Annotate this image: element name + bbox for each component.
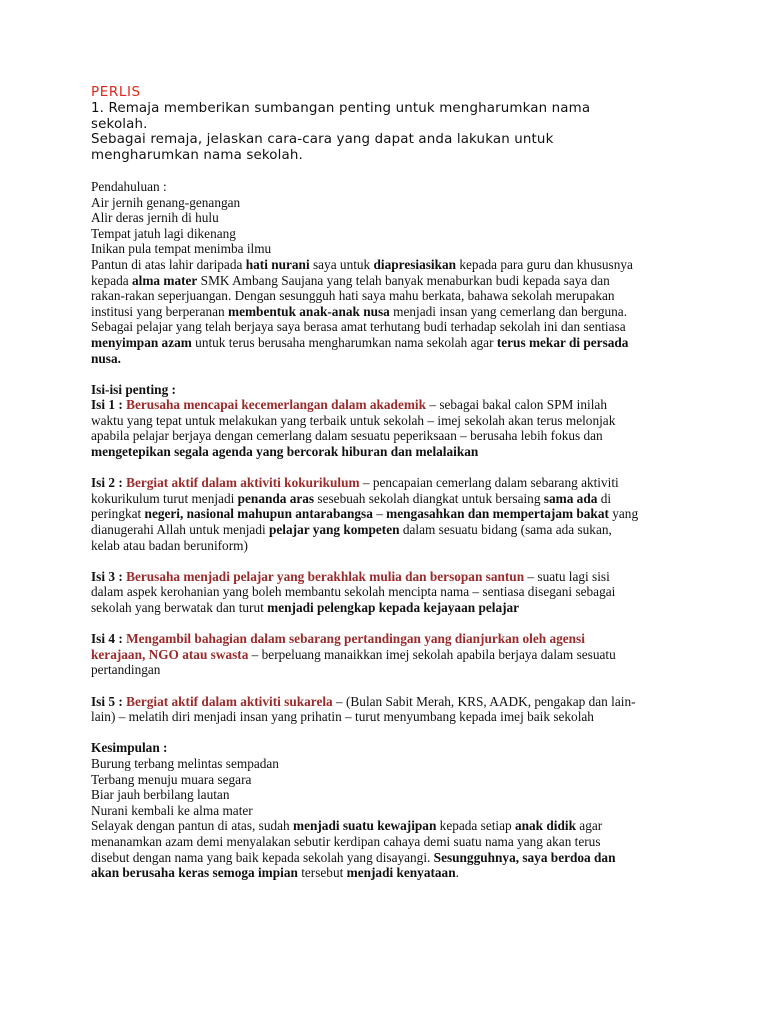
essay-question [91, 101, 691, 163]
point-title: Bergiat aktif dalam aktiviti kokurikulum [126, 475, 360, 491]
point-label: Isi 1 : [91, 397, 127, 413]
isi-2-paragraph: Isi 2 : Bergiat aktif dalam aktiviti kokurikulum – pencapaian cemerlang dalam sebarang aktiviti kokurikulum turut menjadi penanda aras sesebuah sekolah diangkat untuk bersaing sama ada di peringkat negeri, nasional mahupun antarabangsa – mengasahkan dan mempertajam bakat yang dianugerahi Allah untuk menjadi pelajar yang kompeten dalam sesuatu bidang (sama ada sukan, kelab atau badan beruniform) [91, 475, 639, 553]
pantun-line: Inikan pula tempat menimba ilmu [91, 241, 272, 257]
point-label: Isi 4 : [91, 631, 127, 647]
question-line: Sebagai remaja, jelaskan cara-cara yang dapat anda lakukan untuk [91, 132, 554, 148]
pantun-line: Tempat jatuh lagi dikenang [91, 225, 236, 241]
conclusion-paragraph-line: Selayak dengan pantun di atas, sudah menjadi suatu kewajipan kepada setiap anak didik agar [91, 818, 603, 834]
pantun-line: Biar jauh berbilang lautan [91, 787, 230, 803]
point-label: Isi 3 : [91, 568, 127, 584]
section-heading: Isi-isi penting : [91, 381, 176, 397]
conclusion-paragraph-line: disebut dengan nama yang baik kepada sekolah yang disayangi. Sesungguhnya, saya berdoa dan [91, 849, 616, 865]
pantun-line: Nurani kembali ke alma mater [91, 802, 253, 818]
point-title: Bergiat aktif dalam aktiviti sukarela [126, 693, 333, 709]
question-line: mengharumkan nama sekolah. [91, 147, 303, 163]
point-title: Mengambil bahagian dalam sebarang pertandingan yang dianjurkan oleh agensi [126, 631, 585, 647]
section-heading: Pendahuluan : [91, 178, 167, 194]
pantun-line: Terbang menuju muara segara [91, 771, 252, 787]
state-label: PERLIS [91, 84, 141, 100]
intro-paragraph-line: Sebagai pelajar yang telah berjaya saya berasa amat terhutang budi terhadap sekolah ini dan sentiasa [91, 319, 626, 335]
question-line: 1. Remaja memberikan sumbangan penting untuk mengharumkan nama [91, 101, 591, 116]
conclusion-section [91, 740, 691, 880]
conclusion-paragraph-line: akan berusaha keras semoga impian tersebut menjadi kenyataan. [91, 865, 459, 881]
intro-paragraph-line: kepada alma mater SMK Ambang Saujana yang telah banyak menaburkan budi kepada saya dan [91, 272, 610, 288]
pantun-line: Burung terbang melintas sempadan [91, 755, 279, 771]
introduction-section [91, 179, 691, 366]
section-heading: Kesimpulan : [91, 740, 168, 756]
point-title: Berusaha menjadi pelajar yang berakhlak mulia dan bersopan santun [126, 568, 525, 584]
question-line: sekolah. [91, 116, 148, 132]
point-label: Isi 5 : [91, 693, 127, 709]
intro-paragraph-line: Pantun di atas lahir daripada hati nurani saya untuk diapresiasikan kepada para guru dan khususnya [91, 256, 633, 272]
intro-paragraph-line: nusa. [91, 350, 121, 366]
intro-paragraph-line: rakan-rakan seperjuangan. Dengan sesungguh hati saya mahu berkata, bahawa sekolah merupakan [91, 288, 615, 304]
pantun-line: Alir deras jernih di hulu [91, 210, 219, 226]
pantun-line: Air jernih genang-genangan [91, 194, 241, 210]
intro-paragraph-line: menyimpan azam untuk terus berusaha mengharumkan nama sekolah agar terus mekar di persada [91, 334, 629, 350]
isi-3-paragraph: Isi 3 : Berusaha menjadi pelajar yang berakhlak mulia dan bersopan santun – suatu lagi sisi dalam aspek kerohanian yang boleh membantu sekolah mencipta nama – sentiasa disegani sebagai sekolah yang berwatak dan turut menjadi pelengkap kepada kejayaan pelajar [91, 568, 616, 615]
point-title: Berusaha mencapai kecemerlangan dalam akademik [126, 397, 427, 413]
isi-4-paragraph: Isi 4 : Mengambil bahagian dalam sebarang pertandingan yang dianjurkan oleh agensi kerajaan, NGO atau swasta – berpeluang manaikkan imej sekolah apabila berjaya dalam sesuatu pertandingan [91, 631, 616, 678]
isi-1-paragraph: Isi 1 : Berusaha mencapai kecemerlangan dalam akademik – sebagai bakal calon SPM inilah waktu yang tepat untuk melakukan yang terbaik untuk sekolah – imej sekolah akan terus melonjak apabila pelajar berjaya dengan cemerlang dalam sesuatu peperiksaan – berusaha lebih fokus dan mengetepikan segala agenda yang bercorak hiburan dan melalaikan [91, 397, 616, 460]
intro-paragraph-line: institusi yang berperanan membentuk anak-anak nusa menjadi insan yang cemerlang dan berguna. [91, 303, 628, 319]
point-label: Isi 2 : [91, 475, 127, 491]
document-page [91, 84, 691, 881]
body-section [91, 382, 691, 725]
conclusion-paragraph-line: menanamkan azam demi menyalakan sebutir kerdipan cahaya demi suatu nama yang akan terus [91, 833, 601, 849]
isi-5-paragraph: Isi 5 : Bergiat aktif dalam aktiviti sukarela – (Bulan Sabit Merah, KRS, AADK, pengakap dan lain- lain) – melatih diri menjadi insan yang prihatin – turut menyumbang kepada imej baik sekolah [91, 693, 636, 725]
